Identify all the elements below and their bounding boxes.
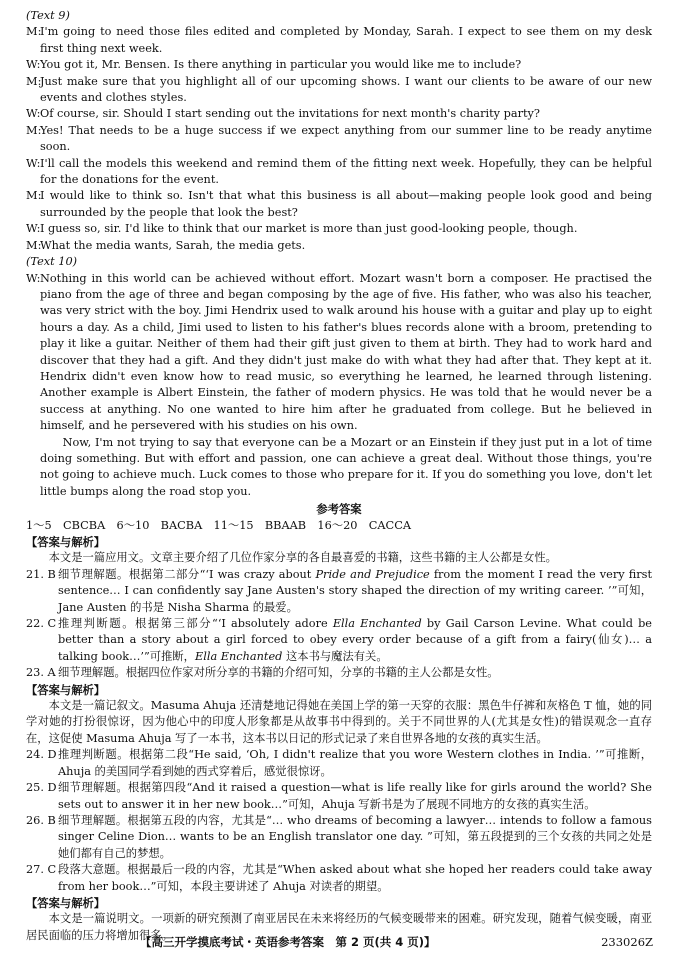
text10-paragraph-2: Now, I'm not trying to say that everyone can be a Mozart or an Einstein if they just put in a lot of time doing something. But with effort and passion, one can achieve a great deal. Without those things, you're not going to achieve much. Luck comes to those who prepare for it. If you do something you love, don't let little bumps along the road stop you. — [40, 435, 652, 498]
section-b-intro: 本文是一篇记叙文。Masuma Ahuja 还清楚地记得她在美国上学的第一天穿的衣服：黑色牛仔裤和灰格色 T 恤，她的同学对她的打扮很惊讶，因为他心中的印度人形象都是从故事书中得到的。关于不同世界的人(尤其是女性)的错误观念一直存在，这促使 Masuma Ahuja 写了一本书，这本书以日记的形式记录了来自世界各地的女孩的真实生活。 — [26, 699, 652, 745]
dialogue-line — [26, 238, 652, 254]
speaker-label: M: — [26, 189, 42, 203]
answers-heading: 参考答案 — [316, 502, 362, 517]
dialogue-text: You got it, Mr. Bensen. Is there anything in particular you would like me to include? — [40, 58, 522, 72]
question-number: 26. B — [26, 813, 56, 827]
question-26 — [26, 813, 652, 862]
text10-monologue — [26, 271, 652, 435]
dialogue-line — [26, 221, 652, 237]
question-number: 21. B — [26, 567, 56, 581]
section-a-intro: 本文是一篇应用文。文章主要介绍了几位作家分享的各自最喜爱的书籍，这些书籍的主人公都是女性。 — [48, 551, 557, 565]
question-explanation: 细节理解题。根据第四段“And it raised a question—what is life really like for girls around the world? She sets out to answer it in her new book…”可知，Ahuja 写新书是为了展现不同地方的女孩的真实生活。 — [58, 781, 652, 811]
speaker-label: W: — [26, 156, 41, 170]
dialogue-text: What the media wants, Sarah, the media gets. — [40, 238, 306, 252]
question-number: 25. D — [26, 781, 57, 795]
dialogue-text: I'll call the models this weekend and remind them of the fitting next week. Hopefully, they can be helpful for the donations for the event. — [40, 156, 652, 187]
speaker-label: M: — [26, 74, 42, 88]
speaker-label: W: — [26, 271, 41, 285]
question-number: 23. A — [26, 666, 56, 680]
text9-label: (Text 9) — [26, 9, 70, 22]
speaker-label: M: — [26, 238, 42, 252]
section-a-label: 【答案与解析】 — [26, 535, 106, 549]
dialogue-text: Yes! That needs to be a huge success if we expect anything from our summer line to be ready anytime soon. — [40, 123, 652, 154]
question-number: 22. C — [26, 617, 57, 631]
section-b-label: 【答案与解析】 — [26, 682, 106, 697]
text10-paragraph-1: Nothing in this world can be achieved without effort. Mozart wasn't born a composer. He practised the piano from the age of three and began composing by the age of five. His father, who was also his teacher, was very strict with the boy. Jimi Hendrix used to walk around his house with a guitar and play up to eight hours a day. As a child, Jimi used to listen to his father's blues records alone with a broom, pretending to play it like a guitar. Neither of them had their gift just given to them at birth. They had to work hard and discover that they had a gift. And they didn't just make do with what they had after that. They kept at it. Hendrix didn't even know how to read music, so everything he learned, he learned through listening. Another example is Albert Einstein, the father of modern physics. He was told that he would never be a success at anything. No one wanted to hire him after he graduated from college. But he believed in himself, and he persevered with his studies on his own. — [40, 271, 652, 433]
dialogue-text: I guess so, sir. I'd like to think that our market is more than just good-looking people, though. — [40, 222, 578, 236]
question-24 — [26, 747, 652, 780]
question-explanation: 推理判断题。根据第二段“He said, ‘Oh, I didn't realize that you wore Western clothes in India. ’”可推断，Ahuja 的美国同学看到她的西式穿着后，感觉很惊讶。 — [58, 748, 652, 778]
answer-key: 1～5 CBCBA 6～10 BACBA 11～15 BBAAB 16～20 CACCA — [26, 518, 411, 532]
dialogue-text: Of course, sir. Should I start sending out the invitations for next month's charity party? — [40, 107, 540, 121]
dialogue-line — [26, 57, 652, 73]
question-explanation: 推理判断题。根据第三部分“‘I absolutely adore Ella Enchanted by Gail Carson Levine. What could be better than a story about a girl forced to obey every order because of a gift from a fairy(仙女)… a talking book…’”可推断，Ella Enchanted 这本书与魔法有关。 — [58, 617, 652, 663]
question-25 — [26, 780, 652, 813]
dialogue-line — [26, 188, 652, 221]
question-explanation: 细节理解题。根据四位作家对所分享的书籍的介绍可知，分享的书籍的主人公都是女性。 — [58, 666, 499, 680]
question-number: 24. D — [26, 748, 57, 762]
question-explanation: 段落大意题。根据最后一段的内容，尤其是“When asked about what she hoped her readers could take away from her book…”可知，本段主要讲述了 Ahuja 对读者的期望。 — [58, 863, 652, 893]
page-body — [26, 8, 652, 944]
question-27 — [26, 862, 652, 895]
question-21 — [26, 567, 652, 616]
footer-title: 【高三开学摸底考试・英语参考答案 第 2 页(共 4 页)】 — [140, 935, 436, 949]
section-c-intro: 本文是一篇说明文。一项新的研究预测了南亚居民在未来将经历的气候变暖带来的困难。研究发现，随着气候变暖，南亚居民面临的压力将增加很多。 — [26, 912, 652, 942]
question-23 — [26, 665, 652, 681]
dialogue-text: I would like to think so. Isn't that what this business is all about—making people look good and being surrounded by the people that look the best? — [40, 189, 652, 219]
speaker-label: M: — [26, 123, 42, 137]
speaker-label: W: — [26, 222, 41, 236]
dialogue-line — [26, 156, 652, 189]
dialogue-line — [26, 74, 652, 107]
speaker-label: W: — [26, 58, 41, 72]
speaker-label: W: — [26, 107, 41, 121]
dialogue-text: Just make sure that you highlight all of our upcoming shows. I want our clients to be aware of our new events and clothes styles. — [40, 74, 652, 105]
dialogue-line — [26, 106, 652, 122]
question-number: 27. C — [26, 863, 57, 877]
dialogue-line — [26, 24, 652, 57]
text9-dialogue — [26, 24, 652, 254]
dialogue-line — [26, 123, 652, 156]
section-c-label: 【答案与解析】 — [26, 895, 106, 910]
question-explanation: 细节理解题。根据第二部分“‘I was crazy about Pride and Prejudice from the moment I read the very first sentence… I can confidently say Jane Austen's story shaped the direction of my writing career. ’”可知，Jane Austen 的书是 Nisha Sharma 的最爱。 — [58, 567, 652, 614]
footer-code: 233026Z — [601, 935, 653, 949]
question-explanation: 细节理解题。根据第五段的内容，尤其是“… who dreams of becoming a lawyer… intends to follow a famous singer Celine Dion… wants to be an English translator one day. ”可知，第五段提到的三个女孩的共同之处是她们都有自己的梦想。 — [58, 813, 652, 860]
question-22 — [26, 616, 652, 665]
text10-label: (Text 10) — [26, 255, 78, 269]
dialogue-text: I'm going to need those files edited and completed by Monday, Sarah. I expect to see them on my desk first thing next week. — [40, 25, 652, 55]
speaker-label: M: — [26, 25, 42, 39]
